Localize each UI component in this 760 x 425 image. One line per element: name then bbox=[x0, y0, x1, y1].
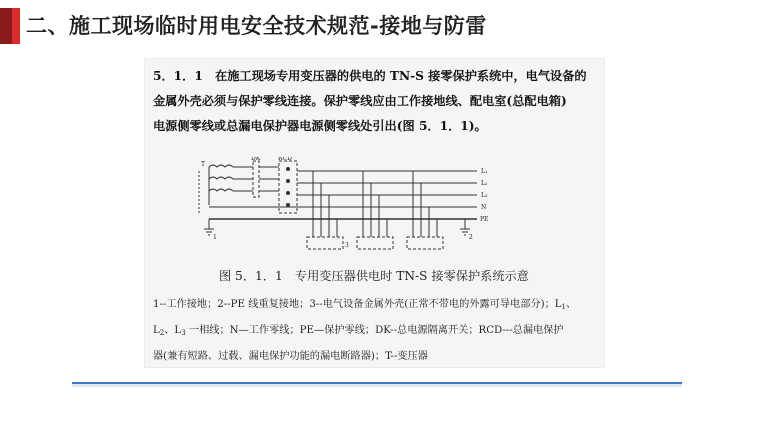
equipment-housing-2 bbox=[357, 237, 393, 249]
legend-sub-1: 1 bbox=[561, 303, 566, 311]
transformer-coil-3 bbox=[209, 189, 233, 191]
title-bar bbox=[0, 0, 760, 52]
tn-s-wiring-diagram bbox=[195, 157, 495, 259]
clause-text bbox=[153, 64, 598, 139]
footer-divider-shadow bbox=[72, 384, 682, 387]
legend-sub-3: 3 bbox=[181, 329, 186, 337]
label-rcd: RCD bbox=[278, 157, 292, 162]
label-earth-1: 1 bbox=[213, 234, 217, 241]
transformer-coil-2 bbox=[209, 177, 233, 179]
label-earth-2: 2 bbox=[469, 234, 473, 241]
label-dk: DK bbox=[251, 157, 261, 162]
legend-sub-2: 2 bbox=[159, 329, 165, 337]
clause-line-1: 5．1．1 在施工现场专用变压器的供电的 TN-S 接零保护系统中，电气设备的 bbox=[153, 69, 587, 83]
transformer-coil-1 bbox=[209, 165, 233, 167]
label-n: N bbox=[481, 204, 487, 211]
clause-panel bbox=[144, 58, 605, 368]
equipment-housing-3 bbox=[407, 237, 443, 249]
label-l3: L₃ bbox=[481, 192, 488, 199]
dk-switch-box bbox=[253, 161, 259, 197]
clause-line-2: 金属外壳必须与保护零线连接。保护零线应由工作接地线、配电室(总配电箱) bbox=[153, 94, 567, 108]
figure-legend bbox=[153, 293, 601, 368]
legend-text-2c: 一相线；N—工作零线；PE—保护零线；DK--总电源隔离开关；RCD---总漏电保护 bbox=[185, 325, 564, 336]
title-accent-dark bbox=[0, 8, 12, 44]
legend-text-2a: L bbox=[153, 325, 160, 336]
label-t: T bbox=[201, 161, 206, 168]
label-l2: L₂ bbox=[481, 180, 488, 187]
equipment-housing-1 bbox=[307, 237, 343, 249]
figure-caption: 图 5．1．1 专用变压器供电时 TN-S 接零保护系统示意 bbox=[219, 269, 529, 283]
legend-text-1a: 1--工作接地；2--PE 线重复接地；3--电气设备金属外壳(正常不带电的外露可导电部分)；L bbox=[153, 299, 562, 310]
legend-text-2b: 、L bbox=[164, 325, 182, 336]
slide-title: 二、施工现场临时用电安全技术规范-接地与防雷 bbox=[26, 14, 487, 38]
clause-line-3: 电源侧零线或总漏电保护器电源侧零线处引出(图 5．1．1)。 bbox=[153, 119, 487, 133]
legend-text-1b: 、 bbox=[566, 299, 577, 310]
title-accent-red bbox=[12, 8, 20, 44]
label-housing-3: 3 bbox=[345, 242, 349, 249]
label-pe: PE bbox=[480, 216, 489, 223]
label-l1: L₁ bbox=[481, 168, 488, 175]
legend-text-3: 器(兼有短路、过载、漏电保护功能的漏电断路器)；T--变压器 bbox=[153, 351, 428, 362]
